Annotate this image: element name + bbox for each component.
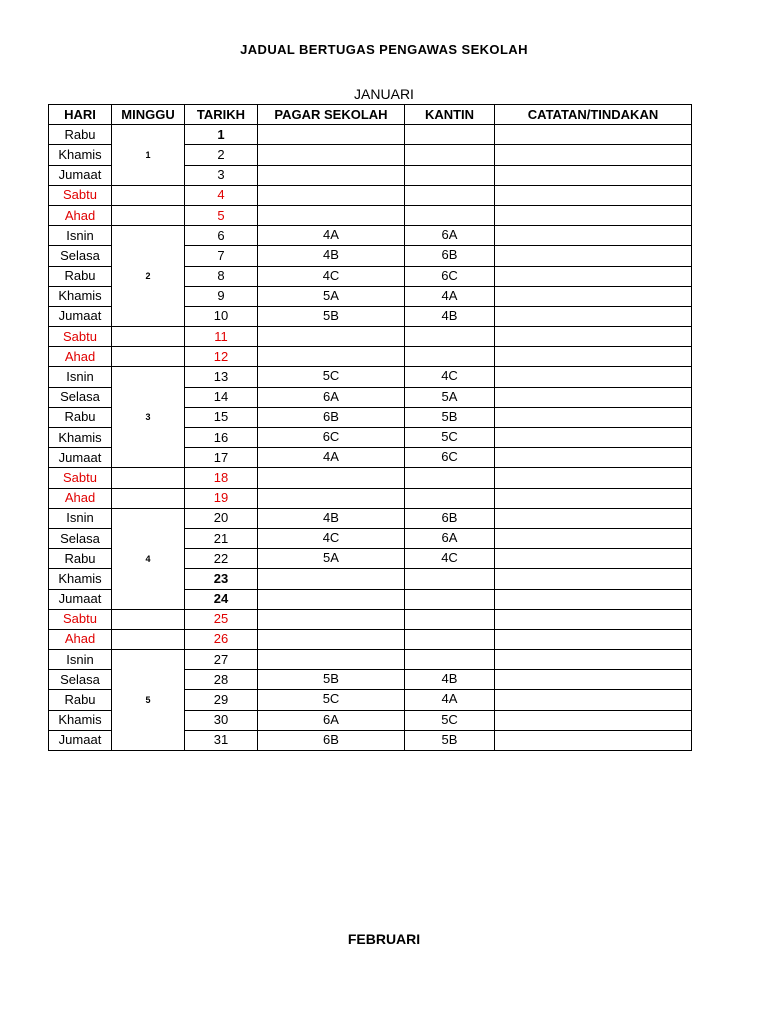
table-row — [49, 125, 692, 145]
catatan-cell — [495, 730, 692, 750]
tarikh-cell: 17 — [185, 448, 258, 468]
hari-cell: Jumaat — [49, 730, 112, 750]
pagar-cell: 4A — [258, 448, 405, 468]
tarikh-cell: 14 — [185, 387, 258, 407]
catatan-cell — [495, 650, 692, 670]
kantin-cell: 4A — [405, 286, 495, 306]
tarikh-cell: 22 — [185, 549, 258, 569]
catatan-cell — [495, 569, 692, 589]
catatan-cell — [495, 185, 692, 205]
minggu-cell — [112, 327, 185, 347]
pagar-cell — [258, 629, 405, 649]
kantin-cell: 5B — [405, 730, 495, 750]
pagar-cell — [258, 205, 405, 225]
kantin-cell: 6C — [405, 448, 495, 468]
pagar-cell: 6A — [258, 710, 405, 730]
pagar-cell — [258, 327, 405, 347]
minggu-cell — [112, 347, 185, 367]
hari-cell: Ahad — [49, 629, 112, 649]
pagar-cell — [258, 488, 405, 508]
pagar-cell: 5B — [258, 670, 405, 690]
tarikh-cell: 10 — [185, 306, 258, 326]
catatan-cell — [495, 508, 692, 528]
catatan-cell — [495, 528, 692, 548]
tarikh-cell: 1 — [185, 125, 258, 145]
hari-cell: Khamis — [49, 569, 112, 589]
hari-cell: Jumaat — [49, 448, 112, 468]
hari-cell: Khamis — [49, 145, 112, 165]
catatan-cell — [495, 488, 692, 508]
kantin-cell: 4B — [405, 670, 495, 690]
hari-cell: Sabtu — [49, 327, 112, 347]
table-row — [49, 205, 692, 225]
kantin-cell — [405, 488, 495, 508]
tarikh-cell: 29 — [185, 690, 258, 710]
kantin-cell: 4A — [405, 690, 495, 710]
catatan-cell — [495, 448, 692, 468]
pagar-cell — [258, 650, 405, 670]
catatan-cell — [495, 629, 692, 649]
minggu-cell: 5 — [112, 650, 185, 751]
kantin-cell — [405, 165, 495, 185]
header-minggu: MINGGU — [112, 105, 185, 125]
header-hari: HARI — [49, 105, 112, 125]
table-row — [49, 347, 692, 367]
table-row — [49, 508, 692, 528]
kantin-cell: 6C — [405, 266, 495, 286]
catatan-cell — [495, 549, 692, 569]
tarikh-cell: 26 — [185, 629, 258, 649]
tarikh-cell: 9 — [185, 286, 258, 306]
table-row — [49, 226, 692, 246]
minggu-cell: 3 — [112, 367, 185, 468]
kantin-cell — [405, 145, 495, 165]
tarikh-cell: 6 — [185, 226, 258, 246]
kantin-cell — [405, 327, 495, 347]
tarikh-cell: 7 — [185, 246, 258, 266]
hari-cell: Khamis — [49, 710, 112, 730]
kantin-cell: 4C — [405, 367, 495, 387]
kantin-cell: 4C — [405, 549, 495, 569]
kantin-cell — [405, 185, 495, 205]
kantin-cell: 5B — [405, 407, 495, 427]
hari-cell: Rabu — [49, 125, 112, 145]
catatan-cell — [495, 125, 692, 145]
hari-cell: Khamis — [49, 286, 112, 306]
hari-cell: Selasa — [49, 670, 112, 690]
table-row — [49, 468, 692, 488]
tarikh-cell: 11 — [185, 327, 258, 347]
pagar-cell: 5C — [258, 690, 405, 710]
tarikh-cell: 12 — [185, 347, 258, 367]
catatan-cell — [495, 690, 692, 710]
minggu-cell — [112, 488, 185, 508]
hari-cell: Khamis — [49, 428, 112, 448]
catatan-cell — [495, 407, 692, 427]
pagar-cell: 4B — [258, 508, 405, 528]
table-row — [49, 650, 692, 670]
minggu-cell: 1 — [112, 125, 185, 186]
tarikh-cell: 3 — [185, 165, 258, 185]
hari-cell: Ahad — [49, 488, 112, 508]
hari-cell: Rabu — [49, 266, 112, 286]
catatan-cell — [495, 387, 692, 407]
kantin-cell — [405, 609, 495, 629]
kantin-cell — [405, 125, 495, 145]
hari-cell: Sabtu — [49, 609, 112, 629]
kantin-cell — [405, 629, 495, 649]
document-title: JADUAL BERTUGAS PENGAWAS SEKOLAH — [240, 42, 528, 57]
hari-cell: Jumaat — [49, 306, 112, 326]
pagar-cell: 6B — [258, 407, 405, 427]
tarikh-cell: 15 — [185, 407, 258, 427]
catatan-cell — [495, 306, 692, 326]
hari-cell: Rabu — [49, 549, 112, 569]
tarikh-cell: 13 — [185, 367, 258, 387]
tarikh-cell: 24 — [185, 589, 258, 609]
pagar-cell: 6C — [258, 428, 405, 448]
catatan-cell — [495, 226, 692, 246]
kantin-cell: 4B — [405, 306, 495, 326]
kantin-cell — [405, 205, 495, 225]
tarikh-cell: 4 — [185, 185, 258, 205]
kantin-cell — [405, 347, 495, 367]
catatan-cell — [495, 246, 692, 266]
kantin-cell: 6B — [405, 246, 495, 266]
kantin-cell: 5C — [405, 710, 495, 730]
header-catatan-tindakan: CATATAN/TINDAKAN — [495, 105, 692, 125]
kantin-cell — [405, 650, 495, 670]
table-row — [49, 367, 692, 387]
pagar-cell — [258, 609, 405, 629]
kantin-cell: 5A — [405, 387, 495, 407]
hari-cell: Isnin — [49, 650, 112, 670]
catatan-cell — [495, 286, 692, 306]
tarikh-cell: 20 — [185, 508, 258, 528]
kantin-cell: 5C — [405, 428, 495, 448]
header-kantin: KANTIN — [405, 105, 495, 125]
hari-cell: Isnin — [49, 367, 112, 387]
table-row — [49, 327, 692, 347]
tarikh-cell: 5 — [185, 205, 258, 225]
pagar-cell: 4C — [258, 266, 405, 286]
month-title-januari: JANUARI — [354, 86, 414, 102]
pagar-cell: 5A — [258, 286, 405, 306]
pagar-cell: 4C — [258, 528, 405, 548]
tarikh-cell: 2 — [185, 145, 258, 165]
tarikh-cell: 27 — [185, 650, 258, 670]
hari-cell: Jumaat — [49, 165, 112, 185]
table-row — [49, 488, 692, 508]
minggu-cell: 4 — [112, 508, 185, 609]
catatan-cell — [495, 327, 692, 347]
hari-cell: Ahad — [49, 347, 112, 367]
duty-schedule-table — [48, 104, 692, 751]
catatan-cell — [495, 205, 692, 225]
hari-cell: Sabtu — [49, 468, 112, 488]
kantin-cell: 6A — [405, 226, 495, 246]
pagar-cell: 6B — [258, 730, 405, 750]
catatan-cell — [495, 468, 692, 488]
hari-cell: Selasa — [49, 528, 112, 548]
pagar-cell: 4A — [258, 226, 405, 246]
pagar-cell: 6A — [258, 387, 405, 407]
table-row — [49, 185, 692, 205]
month-title-februari: FEBRUARI — [347, 931, 421, 947]
pagar-cell: 5B — [258, 306, 405, 326]
hari-cell: Rabu — [49, 407, 112, 427]
catatan-cell — [495, 266, 692, 286]
hari-cell: Jumaat — [49, 589, 112, 609]
table-header-row — [49, 105, 692, 125]
tarikh-cell: 21 — [185, 528, 258, 548]
pagar-cell — [258, 185, 405, 205]
pagar-cell — [258, 145, 405, 165]
catatan-cell — [495, 165, 692, 185]
catatan-cell — [495, 347, 692, 367]
pagar-cell — [258, 125, 405, 145]
kantin-cell — [405, 589, 495, 609]
header-pagar-sekolah: PAGAR SEKOLAH — [258, 105, 405, 125]
catatan-cell — [495, 670, 692, 690]
hari-cell: Selasa — [49, 387, 112, 407]
catatan-cell — [495, 710, 692, 730]
minggu-cell: 2 — [112, 226, 185, 327]
minggu-cell — [112, 185, 185, 205]
pagar-cell — [258, 468, 405, 488]
pagar-cell: 5C — [258, 367, 405, 387]
tarikh-cell: 30 — [185, 710, 258, 730]
tarikh-cell: 23 — [185, 569, 258, 589]
kantin-cell: 6A — [405, 528, 495, 548]
tarikh-cell: 16 — [185, 428, 258, 448]
hari-cell: Selasa — [49, 246, 112, 266]
catatan-cell — [495, 145, 692, 165]
catatan-cell — [495, 367, 692, 387]
kantin-cell — [405, 468, 495, 488]
pagar-cell — [258, 589, 405, 609]
tarikh-cell: 8 — [185, 266, 258, 286]
hari-cell: Isnin — [49, 508, 112, 528]
table-row — [49, 629, 692, 649]
pagar-cell — [258, 347, 405, 367]
minggu-cell — [112, 629, 185, 649]
catatan-cell — [495, 609, 692, 629]
kantin-cell: 6B — [405, 508, 495, 528]
pagar-cell — [258, 569, 405, 589]
tarikh-cell: 25 — [185, 609, 258, 629]
hari-cell: Ahad — [49, 205, 112, 225]
tarikh-cell: 28 — [185, 670, 258, 690]
hari-cell: Isnin — [49, 226, 112, 246]
header-tarikh: TARIKH — [185, 105, 258, 125]
kantin-cell — [405, 569, 495, 589]
table-body — [49, 125, 692, 751]
pagar-cell: 5A — [258, 549, 405, 569]
pagar-cell: 4B — [258, 246, 405, 266]
hari-cell: Rabu — [49, 690, 112, 710]
pagar-cell — [258, 165, 405, 185]
catatan-cell — [495, 428, 692, 448]
minggu-cell — [112, 205, 185, 225]
tarikh-cell: 19 — [185, 488, 258, 508]
hari-cell: Sabtu — [49, 185, 112, 205]
tarikh-cell: 31 — [185, 730, 258, 750]
catatan-cell — [495, 589, 692, 609]
tarikh-cell: 18 — [185, 468, 258, 488]
minggu-cell — [112, 609, 185, 629]
minggu-cell — [112, 468, 185, 488]
table-row — [49, 609, 692, 629]
